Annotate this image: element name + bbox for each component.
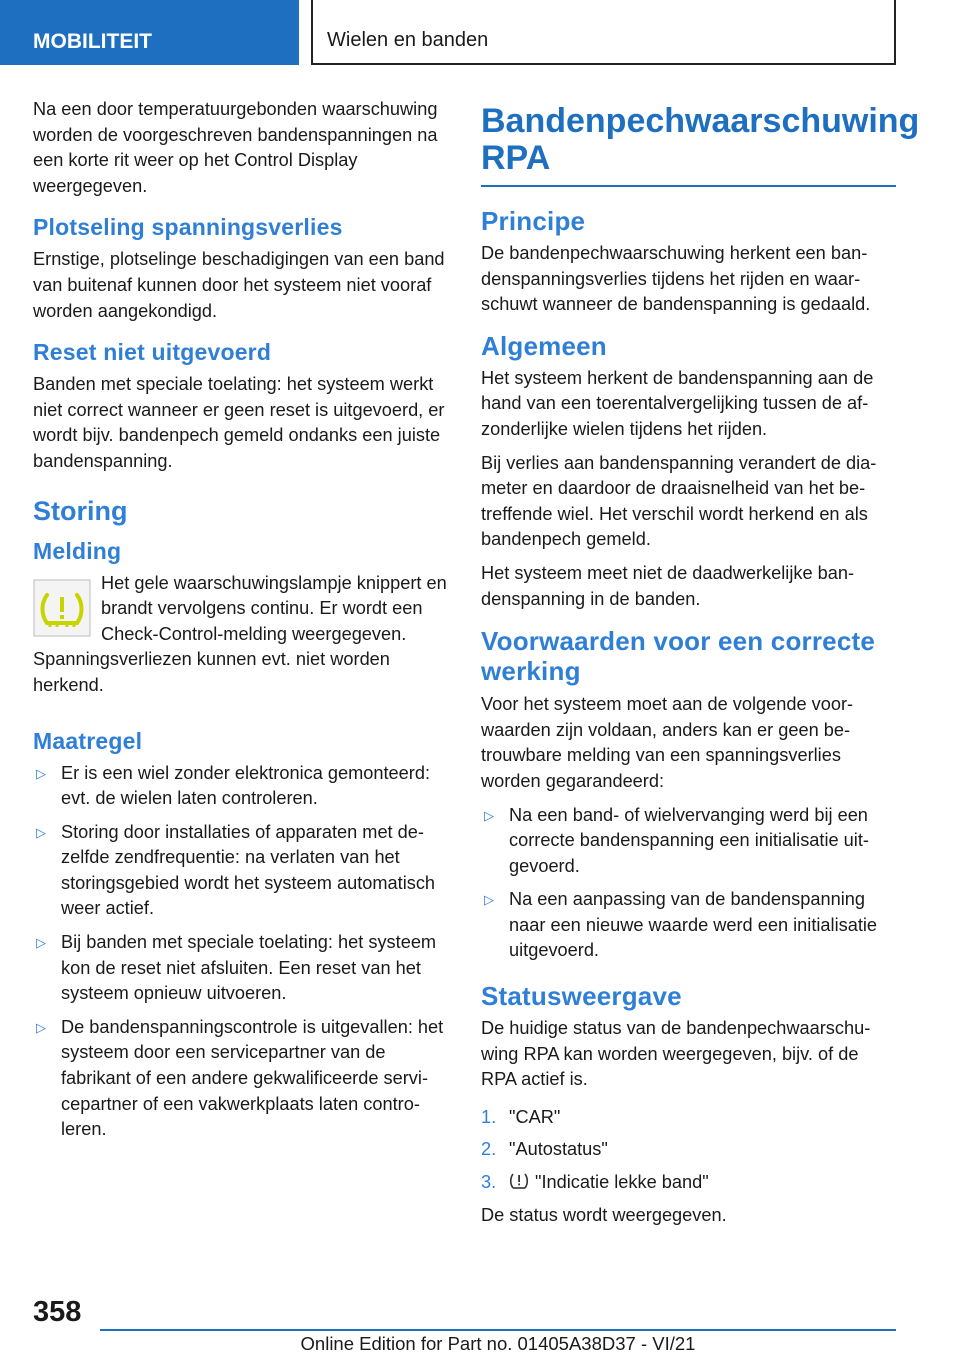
- status-steps: [481, 1105, 896, 1196]
- page-number: 358: [33, 1296, 82, 1328]
- left-column: [33, 97, 448, 1151]
- measure-list: [33, 761, 448, 1143]
- triangle-bullet-icon: ▷: [36, 765, 46, 781]
- right-column: [481, 102, 920, 1236]
- general-heading: Algemeen: [481, 330, 607, 361]
- section-tab: MOBILITEIT: [0, 0, 299, 65]
- principle-text: De bandenpechwaarschuwing herkent een bandenspanningsverlies tijdens het rijden en waarschuwt wanneer de bandenspanning is gedaald.: [481, 243, 871, 315]
- list-item: ▷ Na een aanpassing van de bandenspanning naar een nieuwe waarde werd een initialisatie uitgevoerd.: [484, 889, 878, 961]
- status-end-text: De status wordt weergegeven.: [481, 1204, 727, 1225]
- list-item: ▷ Storing door installaties of apparaten met dezelfde zendfrequentie: na verlaten van het storingsgebied wordt het systeem automatisch weer actief.: [36, 821, 436, 919]
- edition-text: Online Edition for Part no. 01405A38D37 - VI/21: [300, 1333, 696, 1354]
- triangle-bullet-icon: ▷: [36, 1019, 46, 1035]
- triangle-bullet-icon: ▷: [36, 824, 46, 840]
- general-paragraph-2: Bij verlies aan bandenspanning verandert de diameter en daardoor de draaisnelheid van het betreffende wiel. Het verschil wordt herkend en als bandenpech gemeld.: [481, 452, 877, 550]
- list-item: ▷ Er is een wiel zonder elektronica gemonteerd: evt. de wielen laten controleren.: [36, 762, 430, 809]
- message-text: Het gele waarschuwingslampje knippert en brandt vervolgens continu. Er wordt een Check-Control-melding weergegeven. Spanningsverliezen kunnen evt. niet worden herkend.: [33, 572, 447, 695]
- list-item: 1. "CAR": [481, 1106, 561, 1127]
- general-paragraph-1: Het systeem herkent de bandenspanning aan de hand van een toerentalvergelijking tussen de afzonderlijke wielen tijdens het rijden.: [481, 367, 874, 439]
- intro-paragraph: Na een door temperatuurgebonden waarschuwing worden de voorgeschreven bandenspanningen na een korte rit weer op het Control Display weergegeven.: [33, 99, 438, 196]
- triangle-bullet-icon: ▷: [484, 892, 494, 908]
- triangle-bullet-icon: ▷: [484, 807, 494, 823]
- fault-heading: Storing: [33, 495, 128, 526]
- status-text: De huidige status van de bandenpechwaarschuwing RPA kan worden weergegeven, bijv. of de RPA actief is.: [481, 1018, 871, 1090]
- list-item: 3. "Indicatie lekke band": [481, 1172, 709, 1193]
- reset-text: Banden met speciale toelating: het systeem werkt niet correct wanneer er geen reset is uitgevoerd, er wordt bijv. bandenpech gemeld ondanks een juiste bandenspanning.: [33, 374, 445, 471]
- principle-heading: Principe: [481, 206, 586, 236]
- list-item: ▷ De bandenspanningscontrole is uitgevallen: het systeem door een servicepartner van de fabrikant of een andere gekwalificeerde servicepartner of een vakwerkplaats laten controleren.: [36, 1016, 444, 1140]
- conditions-list: [481, 803, 896, 965]
- status-heading: Statusweergave: [481, 981, 682, 1012]
- triangle-bullet-icon: ▷: [36, 935, 46, 951]
- conditions-text: Voor het systeem moet aan de volgende voorwaarden zijn voldaan, anders kan er geen betrouwbare melding van een spanningsverlies worden gegarandeerd:: [481, 694, 854, 791]
- measure-heading: Maatregel: [33, 727, 143, 754]
- message-heading: Melding: [33, 537, 122, 564]
- conditions-heading: Voorwaarden voor een correcte werking: [481, 626, 876, 687]
- sudden-loss-heading: Plotseling spanningsverlies: [33, 214, 343, 241]
- reset-heading: Reset niet uitgevoerd: [33, 339, 272, 366]
- sudden-loss-text: Ernstige, plotselinge beschadigingen van een band van buitenaf kunnen door het systeem niet vooraf worden aangekondigd.: [33, 249, 445, 321]
- list-item: ▷ Bij banden met speciale toelating: het systeem kon de reset niet afsluiten. Een reset van het systeem opnieuw uitvoeren.: [36, 932, 437, 1004]
- rpa-title: Bandenpechwaarschuwing RPA: [481, 103, 896, 187]
- message-block: [33, 571, 448, 707]
- tire-pressure-warning-icon: [33, 579, 91, 637]
- flat-tire-icon: [507, 1170, 531, 1192]
- general-paragraph-3: Het systeem meet niet de daadwerkelijke bandenspanning in de banden.: [481, 562, 855, 609]
- list-item: ▷ Na een band- of wielvervanging werd bij een correcte bandenspanning een initialisatie uitgevoerd.: [484, 804, 869, 876]
- chapter-title: Wielen en banden: [311, 0, 896, 65]
- list-item: 2. "Autostatus": [481, 1139, 608, 1160]
